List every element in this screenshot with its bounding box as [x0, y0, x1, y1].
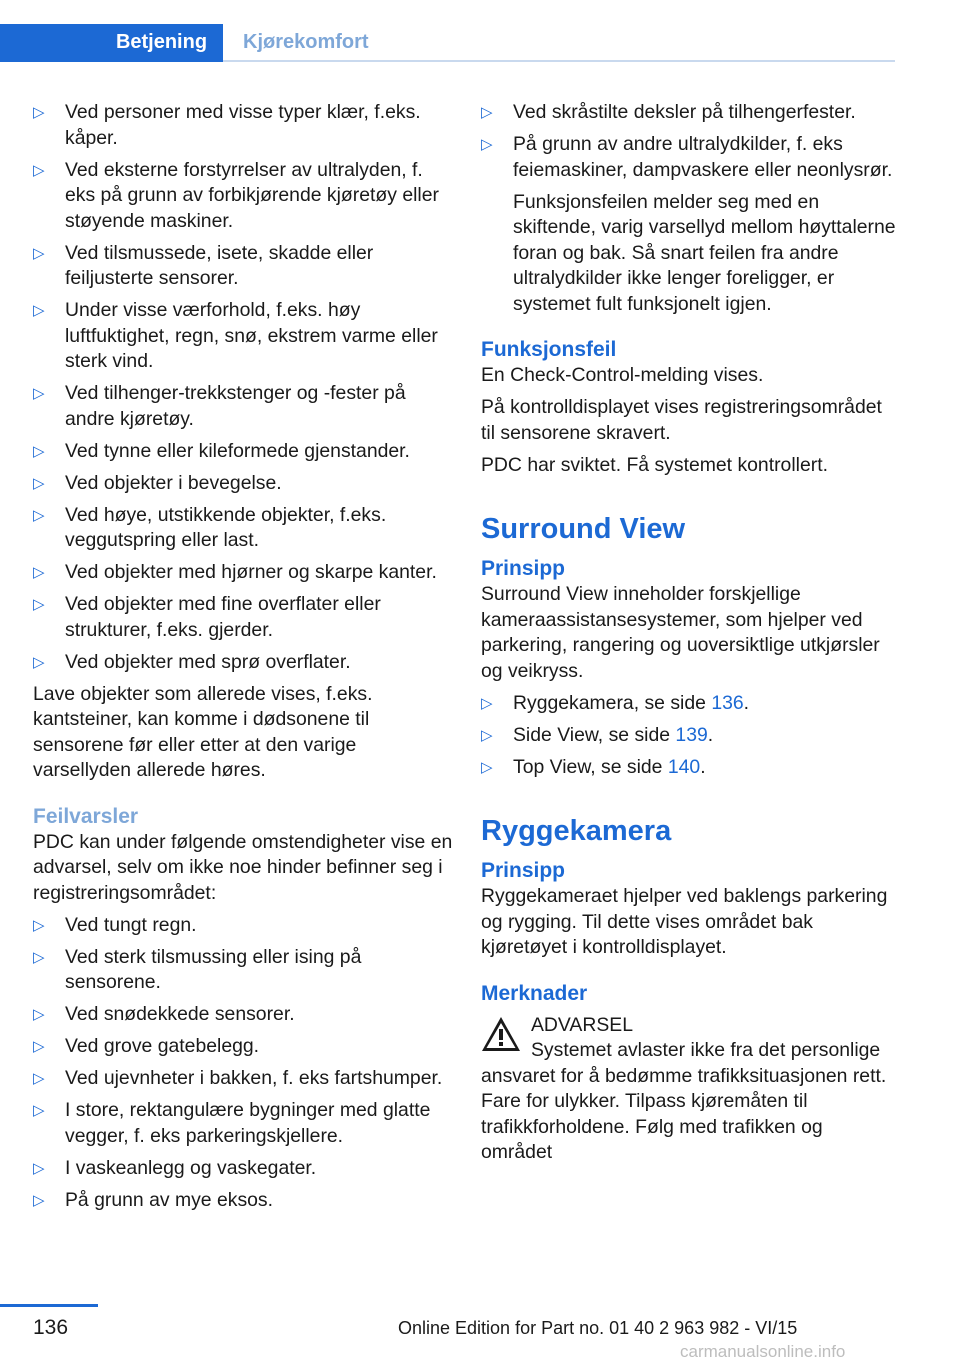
watermark-text: carmanualsonline.info [680, 1342, 846, 1361]
paragraph-ryggekamera: Ryggekameraet hjelper ved baklengs parkering og rygging. Til dette vises området bak kjøretøyet i kontrolldisplayet. [481, 885, 888, 958]
list-item-text: Ved objekter med fine overflater eller strukturer, f.eks. gjerder. [65, 593, 381, 641]
page-link[interactable]: 140 [667, 755, 701, 778]
bullet-triangle-icon: ▷ [33, 243, 45, 262]
bullet-triangle-icon: ▷ [33, 1190, 45, 1209]
reference-text: Top View, se side [513, 755, 668, 778]
list-item-text: Ved tungt regn. [65, 913, 197, 936]
bullet-triangle-icon: ▷ [481, 725, 493, 744]
list-item [33, 241, 453, 292]
bullet-triangle-icon: ▷ [33, 301, 45, 319]
page-link[interactable]: 139 [675, 723, 708, 746]
warning-triangle-icon [481, 1016, 521, 1052]
bullet-triangle-icon: ▷ [481, 135, 493, 153]
list-item-text: Ved objekter med hjørner og skarpe kanter. [65, 561, 437, 583]
page-number: 136 [33, 1316, 69, 1339]
heading-funksjonsfeil: Funksjonsfeil [481, 338, 617, 361]
list-item [481, 723, 899, 749]
bullet-triangle-icon: ▷ [33, 1158, 45, 1177]
list-item-text: Ved objekter med sprø overflater. [65, 650, 351, 673]
right-bullet-list-1 [481, 100, 899, 183]
reference-end: . [707, 723, 714, 746]
tab-betjening[interactable] [0, 24, 223, 60]
bullet-triangle-icon: ▷ [33, 1037, 45, 1055]
bullet-triangle-icon: ▷ [33, 1005, 45, 1023]
list-item [33, 592, 453, 643]
reference-end: . [700, 755, 706, 778]
list-item [33, 1002, 453, 1028]
heading-surround-view: Surround View [481, 513, 686, 545]
list-item-text: Ved tilsmussede, isete, skadde eller feiljusterte sensorer. [65, 241, 374, 289]
reference-end: . [743, 691, 750, 714]
right-column [481, 100, 899, 1166]
list-item-text: Ved ujevnheter i bakken, f. eks fartshumper. [65, 1067, 443, 1089]
bullet-triangle-icon: ▷ [481, 103, 493, 121]
bullet-triangle-icon: ▷ [33, 915, 45, 934]
bullet-triangle-icon: ▷ [33, 160, 45, 179]
left-bullet-list-2 [33, 913, 453, 1214]
list-item [33, 560, 453, 586]
heading-merknader: Merknader [481, 981, 588, 1005]
list-item [33, 1188, 453, 1214]
list-item-text: Ved snødekkede sensorer. [65, 1003, 295, 1025]
list-item [481, 132, 899, 183]
paragraph-check-control: En Check-Control-melding vises. [481, 364, 764, 386]
surround-view-references [481, 691, 899, 781]
list-item [33, 298, 453, 375]
page-link[interactable]: 136 [711, 691, 744, 714]
list-item-text: Under visse værforhold, f.eks. høy luftfuktighet, regn, snø, ekstrem varme eller sterk vind. [65, 299, 438, 372]
list-item-text: Ved personer med visse typer klær, f.eks. kåper. [65, 101, 421, 149]
reference-text: Side View, se side [513, 723, 676, 746]
bullet-triangle-icon: ▷ [33, 441, 45, 460]
bullet-triangle-icon: ▷ [33, 473, 45, 492]
header-tabbar [0, 24, 895, 62]
heading-ryggekamera: Ryggekamera [481, 815, 672, 847]
list-item [33, 1156, 453, 1182]
list-item-text: Ved skråstilte deksler på tilhengerfester. [513, 101, 856, 123]
heading-prinsipp-surround: Prinsipp [481, 557, 566, 580]
list-item-text: Ved objekter i bevegelse. [65, 471, 282, 494]
list-item [33, 381, 453, 432]
warning-first-line: Systemet avlaster ikke fra det personlige [531, 1039, 881, 1061]
list-item [33, 471, 453, 497]
left-bullet-list-1 [33, 100, 453, 675]
paragraph-feilvarsler: PDC kan under følgende omstendigheter vise en advarsel, selv om ikke noe hinder befinner seg i registreringsområdet: [33, 830, 453, 904]
list-item [33, 1034, 453, 1060]
heading-feilvarsler: Feilvarsler [33, 804, 139, 828]
tab-rule-light [223, 60, 895, 62]
bullet-triangle-icon: ▷ [33, 563, 45, 581]
paragraph-funksjonsfeil-note: Funksjonsfeilen melder seg med en skiftende, varig varsellyd mellom høyttalerne foran og bak. Så snart feilen fra andre ultralydkilder ikke lenger foreligger, er systemet fult funksjonelt igjen. [513, 190, 896, 315]
list-item-text: I store, rektangulære bygninger med glatte vegger, f. eks parkeringskjellere. [65, 1099, 431, 1147]
paragraph-pdc-sviktet: PDC har sviktet. Få systemet kontrollert. [481, 453, 828, 476]
tab-kjorekomfort-label: Kjørekomfort [243, 30, 369, 53]
bullet-triangle-icon: ▷ [33, 384, 45, 402]
list-item [33, 1066, 453, 1092]
warning-title: ADVARSEL [531, 1013, 634, 1036]
list-item [33, 650, 453, 676]
warning-text: ansvaret for å bedømme trafikksituasjonen rett. Fare for ulykker. Tilpass kjøremåten til trafikkforholdene. Følg med trafikken og området [481, 1064, 887, 1163]
bullet-triangle-icon: ▷ [33, 505, 45, 524]
list-item-text: Ved tilhenger-trekkstenger og -fester på andre kjøretøy. [65, 382, 406, 430]
list-item [33, 439, 453, 465]
list-item [33, 913, 453, 939]
list-item [481, 100, 899, 126]
edition-text: Online Edition for Part no. 01 40 2 963 982 - VI/15 [398, 1318, 798, 1338]
list-item [33, 100, 453, 151]
bullet-triangle-icon: ▷ [33, 1069, 45, 1087]
list-item [33, 945, 453, 996]
warning-block [481, 1013, 899, 1166]
list-item [481, 755, 899, 781]
paragraph-lave-objekter: Lave objekter som allerede vises, f.eks. kantsteiner, kan komme i dødsonene til sensorene før eller etter at den varige varsellyden allerede høres. [33, 682, 373, 781]
list-item-text: På grunn av andre ultralydkilder, f. eks feiemaskiner, dampvaskere eller neonlysrør. [513, 133, 893, 181]
bullet-triangle-icon: ▷ [481, 757, 493, 776]
paragraph-kontrolldisplay: På kontrolldisplayet vises registreringsområdet til sensorene skravert. [481, 396, 882, 444]
list-item-text: Ved sterk tilsmussing eller ising på sensorene. [65, 945, 362, 993]
bullet-triangle-icon: ▷ [33, 1101, 45, 1119]
bullet-triangle-icon: ▷ [33, 595, 45, 613]
list-item-text: Ved høye, utstikkende objekter, f.eks. veggutspring eller last. [65, 503, 387, 551]
list-item-text: På grunn av mye eksos. [65, 1188, 274, 1211]
list-item-text: Ved tynne eller kileformede gjenstander. [65, 439, 410, 462]
list-item [481, 691, 899, 717]
reference-text: Ryggekamera, se side [513, 691, 712, 714]
bullet-triangle-icon: ▷ [33, 947, 45, 966]
tab-kjorekomfort[interactable] [223, 24, 369, 60]
bullet-triangle-icon: ▷ [481, 693, 493, 712]
list-item [33, 503, 453, 554]
left-column [33, 100, 453, 1220]
tab-betjening-label: Betjening [115, 30, 208, 53]
list-item [33, 1098, 453, 1149]
bullet-triangle-icon: ▷ [33, 103, 45, 121]
heading-prinsipp-ryggekamera: Prinsipp [481, 859, 566, 882]
list-item-text: I vaskeanlegg og vaskegater. [65, 1156, 317, 1179]
tab-rule-active [0, 60, 223, 62]
list-item-text: Ved grove gatebelegg. [65, 1035, 260, 1057]
list-item-text: Ved eksterne forstyrrelser av ultralyden, f. eks på grunn av forbikjørende kjøretøy eller støyende maskiner. [65, 158, 439, 232]
list-item [33, 158, 453, 235]
paragraph-surround-view: Surround View inneholder forskjellige kameraassistansesystemer, som hjelper ved parkering, rangering og uoversiktlige utkjørsler og veikryss. [481, 583, 880, 682]
bullet-triangle-icon: ▷ [33, 652, 45, 671]
footer-rule [0, 1304, 98, 1307]
